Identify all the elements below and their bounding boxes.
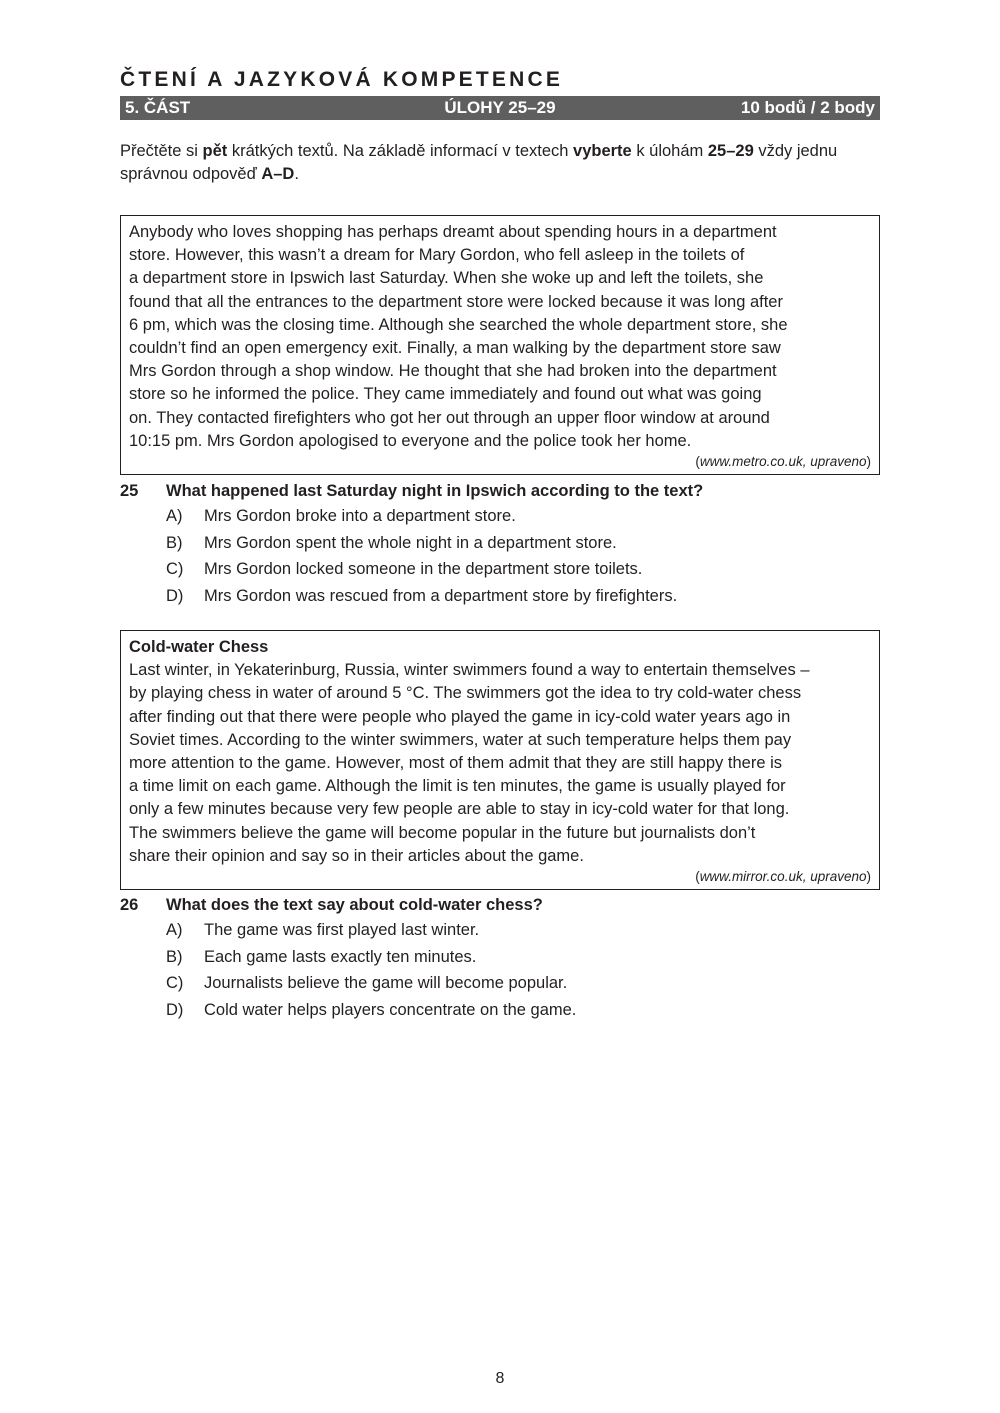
text-line: 6 pm, which was the closing time. Although she searched the whole department store, she xyxy=(129,315,788,334)
points-label: 10 bodů / 2 body xyxy=(740,98,875,117)
text-line: on. They contacted firefighters who got her out through an upper floor window at around xyxy=(129,408,770,427)
question-number: 25 xyxy=(120,482,139,500)
instructions-text: vždy jednu správnou odpověď xyxy=(120,142,838,183)
text-line: more attention to the game. However, most of them admit that they are still happy there is xyxy=(129,754,782,773)
text-line: a department store in Ipswich last Saturday. When she woke up and left the toilets, she xyxy=(129,269,764,288)
option-text: Each game lasts exactly ten minutes. xyxy=(204,947,477,966)
instructions-bold: 25–29 xyxy=(707,142,754,160)
answer-option-a[interactable] xyxy=(120,503,880,530)
question-text: What happened last Saturday night in Ipswich according to the text? xyxy=(166,482,704,500)
text-line: 10:15 pm. Mrs Gordon apologised to everyone and the police took her home. xyxy=(129,431,692,450)
text-line: Mrs Gordon through a shop window. He thought that she had broken into the department xyxy=(129,362,777,381)
question-number: 26 xyxy=(120,896,139,914)
option-letter: D) xyxy=(166,586,184,605)
text-line: after finding out that there were people who played the game in icy-cold water years ago in xyxy=(129,707,791,726)
instructions-bold: pět xyxy=(202,142,228,160)
page-number: 8 xyxy=(495,1370,505,1387)
question-25 xyxy=(120,479,880,609)
text-line: Last winter, in Yekaterinburg, Russia, winter swimmers found a way to entertain themselves – xyxy=(129,661,810,680)
section-bar xyxy=(120,96,880,120)
answer-option-b[interactable] xyxy=(120,944,880,971)
text-heading: Cold-water Chess xyxy=(129,638,269,656)
source-citation: (www.mirror.co.uk, upraveno) xyxy=(695,869,871,885)
text-box-2 xyxy=(120,630,880,890)
answer-option-d[interactable] xyxy=(120,583,880,610)
instructions-text: krátkých textů. Na základě informací v textech xyxy=(227,142,574,160)
text-line: only a few minutes because very few people are able to stay in icy-cold water for that long. xyxy=(129,800,790,819)
option-text: Journalists believe the game will become popular. xyxy=(204,974,568,992)
option-letter: D) xyxy=(166,1000,184,1019)
answer-option-c[interactable] xyxy=(120,970,880,997)
text-box-1 xyxy=(120,215,880,475)
text-line: Soviet times. According to the winter swimmers, water at such temperature helps them pay xyxy=(129,730,792,749)
tasks-label: ÚLOHY 25–29 xyxy=(444,98,556,117)
answer-option-c[interactable] xyxy=(120,556,880,583)
question-26 xyxy=(120,893,880,1023)
text-line: couldn’t find an open emergency exit. Finally, a man walking by the department store saw xyxy=(129,339,781,358)
instructions-text: k úlohám xyxy=(631,142,708,160)
text-line: by playing chess in water of around 5 °C. The swimmers got the idea to try cold-water chess xyxy=(129,684,802,703)
instructions-bold: vyberte xyxy=(573,142,632,160)
option-letter: A) xyxy=(166,921,183,939)
answer-option-b[interactable] xyxy=(120,530,880,557)
question-text: What does the text say about cold-water chess? xyxy=(166,896,543,914)
source-text: www.mirror.co.uk, upraveno xyxy=(699,869,867,885)
option-letter: B) xyxy=(166,947,183,966)
instructions-bold: A–D xyxy=(261,165,295,183)
instructions-text: . xyxy=(294,165,299,183)
text-line: found that all the entrances to the department store were locked because it was long after xyxy=(129,292,783,311)
text-line: share their opinion and say so in their articles about the game. xyxy=(129,846,584,865)
option-letter: A) xyxy=(166,507,183,525)
source-text: www.metro.co.uk, upraveno xyxy=(699,454,867,470)
option-text: Mrs Gordon was rescued from a department store by firefighters. xyxy=(204,586,678,605)
text-line: Anybody who loves shopping has perhaps dreamt about spending hours in a department xyxy=(129,223,777,241)
option-text: Mrs Gordon locked someone in the department store toilets. xyxy=(204,560,643,578)
source-citation: (www.metro.co.uk, upraveno) xyxy=(695,454,871,470)
option-letter: B) xyxy=(166,533,183,552)
option-text: The game was first played last winter. xyxy=(204,921,480,939)
text-line: store. However, this wasn’t a dream for Mary Gordon, who fell asleep in the toilets of xyxy=(129,246,745,265)
question-line xyxy=(120,479,880,503)
answer-option-d[interactable] xyxy=(120,997,880,1024)
option-text: Mrs Gordon broke into a department store. xyxy=(204,507,516,525)
text-line: The swimmers believe the game will become popular in the future but journalists don’t xyxy=(129,823,756,842)
instructions xyxy=(120,140,880,186)
instructions-text: Přečtěte si xyxy=(120,142,203,160)
part-label: 5. ČÁST xyxy=(125,98,191,117)
option-letter: C) xyxy=(166,560,184,578)
text-line: store so he informed the police. They came immediately and found out what was going xyxy=(129,385,762,404)
option-text: Cold water helps players concentrate on the game. xyxy=(204,1000,577,1019)
page-title: ČTENÍ A JAZYKOVÁ KOMPETENCE xyxy=(120,68,564,91)
question-line xyxy=(120,893,880,917)
text-line: a time limit on each game. Although the limit is ten minutes, the game is usually played for xyxy=(129,777,786,796)
option-letter: C) xyxy=(166,974,184,992)
answer-option-a[interactable] xyxy=(120,917,880,944)
option-text: Mrs Gordon spent the whole night in a department store. xyxy=(204,533,617,552)
